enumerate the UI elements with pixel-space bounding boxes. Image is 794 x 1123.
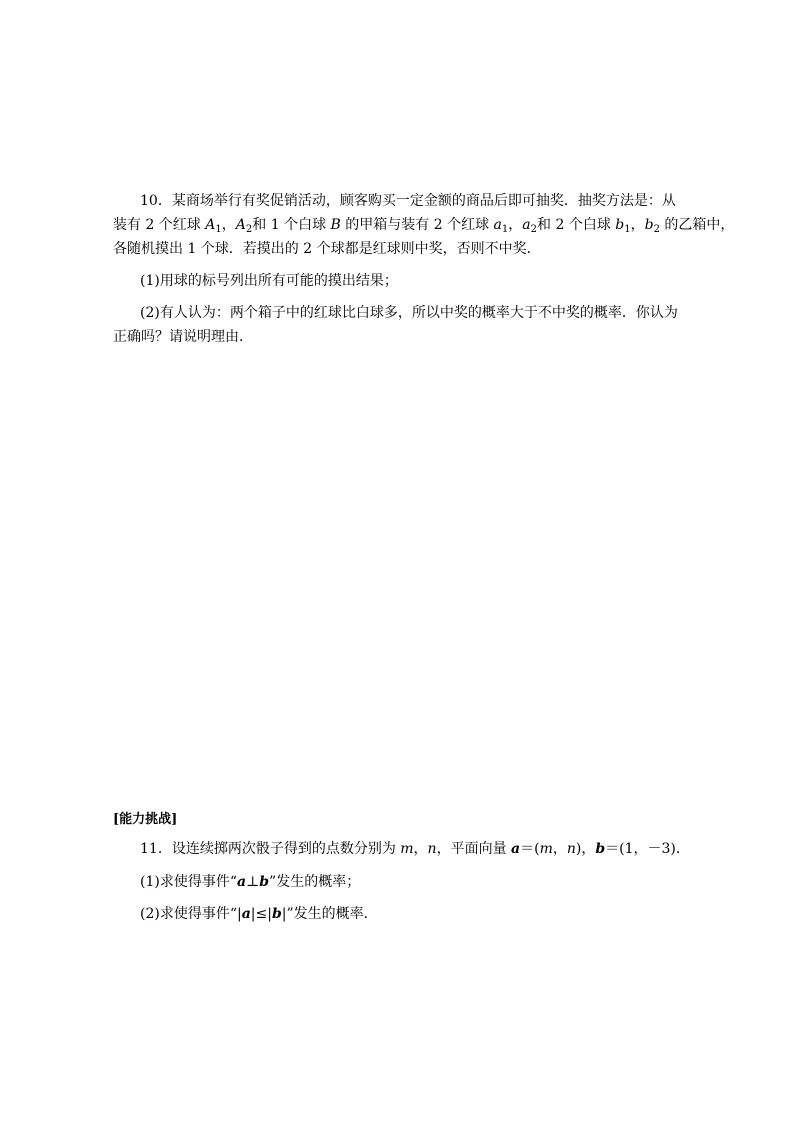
math-var: A xyxy=(205,217,216,233)
section-heading: [能力挑战] xyxy=(113,812,178,827)
math-vector: a xyxy=(511,841,521,857)
math-var: m xyxy=(539,841,553,857)
q10-text: 和 1 个白球 xyxy=(252,217,331,233)
math-var: B xyxy=(330,217,341,233)
q10-part-2-line-1: (2)有人认为：两个箱子中的红球比白球多，所以中奖的概率大于不中奖的概率．你认为 xyxy=(140,305,678,321)
q11-text: )， xyxy=(575,841,596,857)
q11-text: 11．设连续掷两次骰子得到的点数分别为 xyxy=(140,841,401,857)
q10-line-2 xyxy=(113,216,734,239)
perp-symbol: ⊥ xyxy=(246,874,260,890)
math-subscript: 1 xyxy=(215,224,222,235)
math-var: n xyxy=(566,841,576,857)
q11-text: ， xyxy=(552,841,567,857)
q10-text: ， xyxy=(508,217,523,233)
math-var: m xyxy=(400,841,414,857)
q10-text: ， xyxy=(630,217,645,233)
math-vector: b xyxy=(259,874,270,890)
q11-text: ， xyxy=(413,841,428,857)
q11-line-1 xyxy=(140,840,690,858)
q10-text: ， xyxy=(221,217,236,233)
q11-text: |”发生的概率． xyxy=(281,906,378,922)
q11-text: ＝(1，－3)． xyxy=(605,841,690,857)
q11-text: ”发生的概率； xyxy=(269,874,361,890)
q10-line-1 xyxy=(140,192,676,210)
math-vector: a xyxy=(241,906,251,922)
q10-text: 的甲箱与装有 2 个红球 xyxy=(340,217,494,233)
q11-part-2 xyxy=(140,905,378,923)
q10-line-3: 各随机摸出 1 个球．若摸出的 2 个球都是红球则中奖，否则不中奖． xyxy=(113,241,541,257)
math-var: b xyxy=(615,217,625,233)
q11-part-1 xyxy=(140,873,360,891)
q10-text: 和 2 个白球 xyxy=(537,217,616,233)
math-subscript: 1 xyxy=(501,224,509,235)
q11-text: ，平面向量 xyxy=(436,841,512,857)
math-vector: a xyxy=(237,874,247,890)
math-var: n xyxy=(427,841,437,857)
q11-text: ＝( xyxy=(520,841,540,857)
q10-text: 装有 2 个红球 xyxy=(113,217,206,233)
math-subscript: 1 xyxy=(624,224,631,235)
q10-part-1: (1)用球的标号列出所有可能的摸出结果； xyxy=(140,273,398,289)
q10-text: 的乙箱中， xyxy=(659,217,735,233)
le-symbol: |≤| xyxy=(250,906,272,922)
q11-text: (1)求使得事件“ xyxy=(140,874,237,890)
math-var: b xyxy=(644,217,654,233)
q11-text: (2)求使得事件“| xyxy=(140,906,242,922)
math-var: a xyxy=(493,217,502,233)
math-var: a xyxy=(522,217,531,233)
q10-part-2-line-2: 正确吗？请说明理由． xyxy=(113,329,253,345)
math-subscript: 2 xyxy=(653,224,660,235)
math-subscript: 2 xyxy=(245,224,253,235)
math-var: A xyxy=(235,217,246,233)
math-subscript: 2 xyxy=(530,224,538,235)
q10-text: 某商场举行有奖促销活动，顾客购买一定金额的商品后即可抽奖．抽奖方法是：从 xyxy=(171,193,676,209)
math-vector: b xyxy=(271,906,282,922)
q10-number: 10． xyxy=(140,193,172,209)
math-vector: b xyxy=(595,841,606,857)
